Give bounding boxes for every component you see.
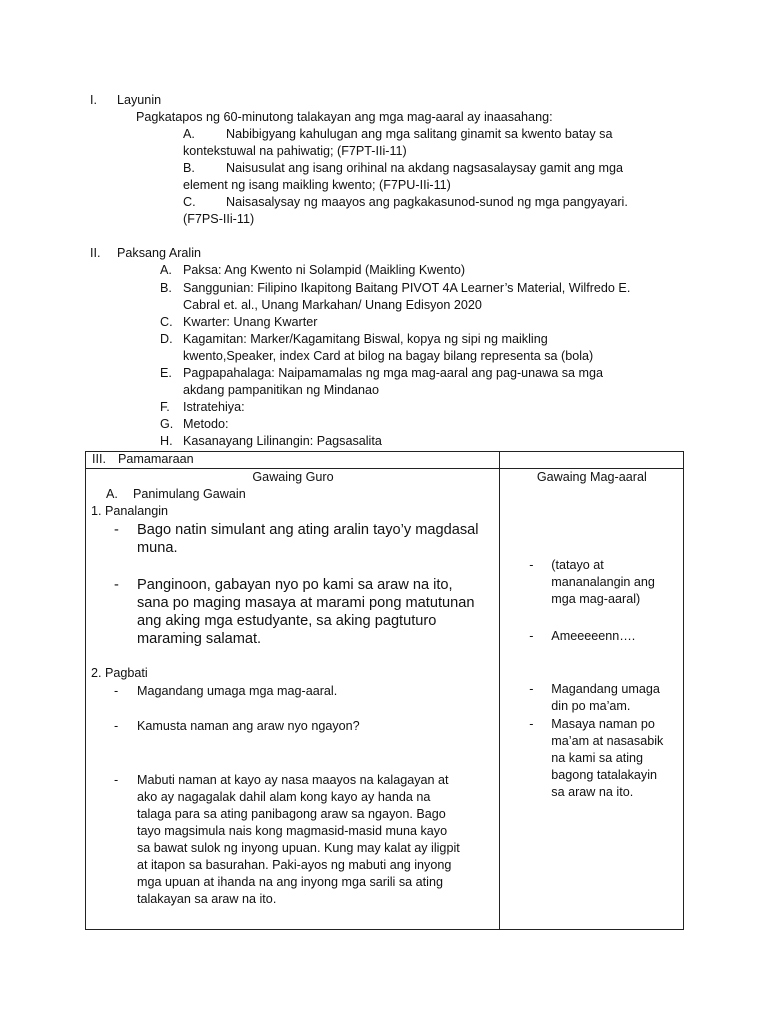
topic-d-line1: Kagamitan: Marker/Kagamitang Biswal, kopya ng sipi ng maikling (183, 332, 548, 346)
table-header-row (86, 452, 684, 469)
topic-b-line2: Cabral et. al., Unang Markahan/ Unang Edisyon 2020 (183, 298, 482, 312)
sub-a-letter: A. (106, 487, 118, 501)
student-prayer-line2: mananalangin ang (551, 575, 655, 589)
teacher-instructions-line1: Mabuti naman at kayo ay nasa maayos na kalagayan at (137, 773, 449, 787)
student-answer-line2: ma’am at nasasabik (551, 734, 664, 748)
dash: - (114, 684, 119, 698)
topic-f-letter: F. (160, 400, 170, 414)
dash: - (529, 629, 534, 643)
student-answer-line5: sa araw na ito. (551, 785, 634, 799)
dash: - (114, 577, 119, 593)
dash: - (529, 682, 534, 696)
objective-c-line1: Naisasalysay ng maayos ang pagkakasunod-sunod ng mga pangyayari. (226, 195, 628, 209)
dash: - (529, 717, 534, 731)
section-2-title: Paksang Aralin (117, 246, 202, 260)
teacher-instructions-line7: mga upuan at ihanda na ang inyong mga sarili sa ating (137, 875, 443, 889)
teacher-prayer-intro-line1: Bago natin simulant ang ating aralin tayo’y magdasal (137, 522, 479, 538)
section-3-header-cell (86, 452, 500, 469)
student-column-heading: Gawaing Mag-aaral (536, 470, 647, 484)
topic-g-line1: Metodo: (183, 417, 229, 431)
teacher-activity-cell (86, 469, 500, 930)
table-body-row (86, 469, 684, 930)
topic-e-line2: akdang pampanitikan ng Mindanao (183, 383, 380, 397)
objective-b-line2: element ng isang maikling kwento; (F7PU-IIi-11) (183, 178, 451, 192)
topic-a-line1: Paksa: Ang Kwento ni Solampid (Maikling Kwento) (183, 263, 466, 277)
sub-a-label: Panimulang Gawain (133, 487, 246, 501)
topic-h-line1: Kasanayang Lilinangin: Pagsasalita (183, 434, 382, 448)
student-prayer-line1: (tatayo at (551, 558, 604, 572)
topic-e-line1: Pagpapahalaga: Naipamamalas ng mga mag-aaral ang pag-unawa sa mga (183, 366, 604, 380)
teacher-prayer-line4: maraming salamat. (137, 631, 262, 647)
student-answer-line4: bagong tatalakayin (551, 768, 658, 782)
dash: - (529, 558, 534, 572)
topic-d-line2: kwento,Speaker, index Card at bilog na bagay bilang representa sa (bola) (183, 349, 594, 363)
teacher-greeting: Magandang umaga mga mag-aaral. (137, 684, 338, 698)
teacher-instructions-line3: talaga para sa ating panibagong araw sa ngayon. Bago (137, 807, 446, 821)
topic-e-letter: E. (160, 366, 172, 380)
objective-a-line1: Nabibigyang kahulugan ang mga salitang ginamit sa kwento batay sa (226, 127, 613, 141)
student-greeting-line2: din po ma’am. (551, 699, 631, 713)
student-answer-line1: Masaya naman po (551, 717, 655, 731)
student-activity-cell (500, 469, 684, 930)
objective-a-letter: A. (183, 127, 195, 141)
teacher-prayer-line3: ang aking mga estudyante, sa aking pagtuturo (137, 613, 437, 629)
section-3-header-empty-cell (500, 452, 684, 469)
topic-c-letter: C. (160, 315, 173, 329)
teacher-instructions-line5: sa bawat sulok ng inyong upuan. Kung may kalat ay iligpit (137, 841, 460, 855)
section-1-numeral: I. (90, 93, 97, 107)
topic-c-line1: Kwarter: Unang Kwarter (183, 315, 318, 329)
lesson-procedure-table (85, 451, 684, 930)
student-greeting-line1: Magandang umaga (551, 682, 660, 696)
section-3-numeral: III. (92, 452, 106, 466)
section-3-title: Pamamaraan (118, 452, 194, 466)
objective-c-letter: C. (183, 195, 196, 209)
teacher-instructions-line6: at itapon sa basurahan. Paki-ayos ng mabuti ang inyong (137, 858, 452, 872)
topic-f-line1: Istratehiya: (183, 400, 245, 414)
teacher-instructions-line8: talakayan sa araw na ito. (137, 892, 277, 906)
topic-a-letter: A. (160, 263, 172, 277)
topic-b-line1: Sanggunian: Filipino Ikapitong Baitang PIVOT 4A Learner’s Material, Wilfredo E. (183, 281, 631, 295)
section-2-numeral: II. (90, 246, 101, 260)
objective-b-letter: B. (183, 161, 195, 175)
pagbati-heading: 2. Pagbati (91, 666, 148, 680)
teacher-instructions-line2: ako ay nagagalak dahil alam kong kayo ay handa na (137, 790, 431, 804)
student-amen: Ameeeeenn…. (551, 629, 636, 643)
objective-c-line2: (F7PS-IIi-11) (183, 212, 255, 226)
teacher-instructions-line4: tayo magsimula nais kong magmasid-masid muna kayo (137, 824, 448, 838)
student-prayer-line3: mga mag-aaral) (551, 592, 641, 606)
teacher-column-heading: Gawaing Guro (252, 470, 334, 484)
teacher-prayer-line1: Panginoon, gabayan nyo po kami sa araw na ito, (137, 577, 453, 593)
objective-b-line1: Naisusulat ang isang orihinal na akdang nagsasalaysay gamit ang mga (226, 161, 623, 175)
objective-a-line2: kontekstuwal na pahiwatig; (F7PT-IIi-11) (183, 144, 407, 158)
topic-h-letter: H. (160, 434, 173, 448)
dash: - (114, 773, 119, 787)
panalangin-heading: 1. Panalangin (91, 504, 169, 518)
dash: - (114, 719, 119, 733)
student-answer-line3: na kami sa ating (551, 751, 644, 765)
teacher-prayer-intro-line2: muna. (137, 540, 178, 556)
teacher-question: Kamusta naman ang araw nyo ngayon? (137, 719, 360, 733)
topic-d-letter: D. (160, 332, 173, 346)
topic-g-letter: G. (160, 417, 174, 431)
objectives-intro: Pagkatapos ng 60-minutong talakayan ang mga mag-aaral ay inaasahang: (136, 110, 553, 124)
section-1-title: Layunin (117, 93, 162, 107)
topic-b-letter: B. (160, 281, 172, 295)
dash: - (114, 522, 119, 538)
teacher-prayer-line2: sana po maging masaya at marami pong matutunan (137, 595, 475, 611)
